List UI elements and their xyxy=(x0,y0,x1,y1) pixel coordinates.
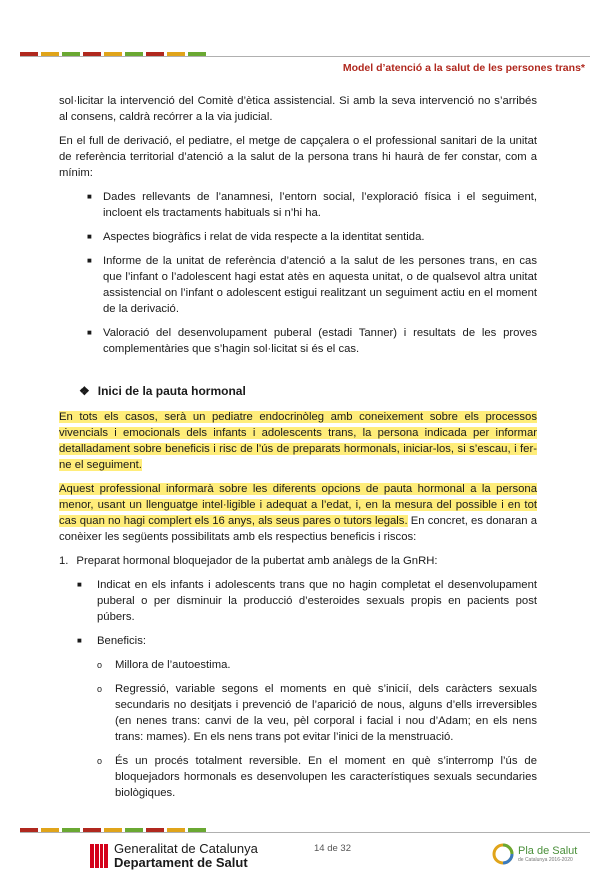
pla-salut-icon xyxy=(492,843,514,865)
numbered-item xyxy=(59,553,537,569)
pla-salut-logo xyxy=(492,843,577,865)
benefits-list xyxy=(97,657,537,801)
plan-name: Pla de Salut xyxy=(518,844,578,857)
list-item: ■ Informe de la unitat de referència d’atenció a la salut de les persones trans, en cas que l’infant o l’adolescent hagi estat atès en aquesta unitat, o de qualsevol altra unitat assistencial on l’infant o adolescent estigui realitzant un seguiment actiu en el moment de la derivació. xyxy=(87,255,537,315)
list-item: ■ Aspectes biogràfics i relat de vida respecte a la identitat sentida. xyxy=(87,231,425,243)
paragraph-2: En el full de derivació, el pediatre, el metge de capçalera o el professional sanitari de la unitat de referència territorial d’atenció a la salut de la persona trans hi haurà de fer constar, com a mínim: xyxy=(59,135,537,179)
paragraph-1: sol·licitar la intervenció del Comitè d’ètica assistencial. Si amb la seva intervenció no s’arribés al consens, caldrà recórrer a la via judicial. xyxy=(59,95,537,123)
header-divider xyxy=(20,56,590,57)
list-item: o És un procés totalment reversible. En el moment en què s’interromp l’ús de bloquejadors hormonals es desenvolupen les característiques sexuals secundaries biològiques. xyxy=(97,755,537,799)
diamond-bullet-icon: ❖ xyxy=(79,384,90,398)
square-bullet-icon: ■ xyxy=(87,192,92,201)
square-bullet-icon: ■ xyxy=(77,580,82,589)
page-content xyxy=(59,93,537,809)
paragraph-3: Aquest professional informarà sobre les diferents opcions de pauta hormonal a la persona menor, usant un llenguatge intel·ligible i adequat a l’edat, i, en la mesura del possible i en tot cas quan no hagi complert els 16 anys, als seus pares o tutors legals. En concret, es donaran a conèixer les següents possibilitats amb els respectius beneficis i riscos: xyxy=(59,483,538,543)
item-number: 1. xyxy=(59,555,69,567)
list-item: o Millora de l’autoestima. xyxy=(97,659,231,671)
org-name: Generalitat de Catalunya xyxy=(114,841,258,856)
square-bullet-icon: ■ xyxy=(77,636,82,645)
square-bullet-icon: ■ xyxy=(87,232,92,241)
list-item: ■ Valoració del desenvolupament puberal (estadi Tanner) i resultats de les proves complementàries que s’hagin sol·licitat si és el cas. xyxy=(87,327,537,355)
highlight-text: Aquest professional informarà sobre les diferents opcions de pauta hormonal a la persona menor, usant un llenguatge intel·ligible i adequat a l’edat, i, en la mesura del possible i en tot cas quan no hagi complert els 16 anys, als seus pares o tutors legals. xyxy=(59,483,537,527)
circle-bullet-icon: o xyxy=(97,660,103,670)
document-title: Model d’atenció a la salut de les persones trans* xyxy=(342,62,585,74)
highlight-text: En tots els casos, serà un pediatre endocrinòleg amb coneixement sobre els processos vivencials i emocionals dels infants i adolescents trans, la persona indicada per informar detalladament sobre beneficis i risc de l’ús de preparats hormonals, iniciar-los, si s’escau, i fer-ne el seguiment. xyxy=(59,411,537,471)
list-item: o Regressió, variable segons el moments en què s’inicií, dels caràcters sexuals secundaris no desitjats i prevenció de l’aparició de nous, alguns d’ells irreversibles (en nenes trans: canvi de la veu, pèl corporal i facial i nou d’Adam; en els nens trans: mames). En els nens trans pot evitar l’inici de la menstruació. xyxy=(97,683,537,743)
section-heading: ❖ Inici de la pauta hormonal xyxy=(79,384,246,398)
circle-bullet-icon: o xyxy=(97,684,103,694)
department-name: Departament de Salut xyxy=(114,855,248,870)
item-text: Preparat hormonal bloquejador de la pubertat amb anàlegs de la GnRH: xyxy=(76,555,438,567)
derivation-requirements-list xyxy=(59,189,537,357)
list-item: ■ Beneficis: o Millora de l’autoestima. o Regressió, variable segons el moments en què s’inicií, dels caràcters sexuals secundaris no desitjats i prevenció de l’aparició de nous, alguns d’ells irreversibles (en nenes trans: canvi de la veu, pèl corporal i facial i nou d’Adam; en els nens trans: mames). En els nens trans pot evitar l’inici de la menstruació. o És un procés totalment reversible. En el moment en què s’interromp l’ús de bloquejadors hormonals es desenvolupen les característiques sexuals secundaries biològiques. xyxy=(77,635,537,799)
plan-subtitle: de Catalunya 2016-2020 xyxy=(518,856,573,863)
list-item: ■ Dades rellevants de l’anamnesi, l’entorn social, l’exploració física i el seguiment, incloent els tractaments habituals si n’hi ha. xyxy=(87,191,537,219)
square-bullet-icon: ■ xyxy=(87,328,92,337)
page-number: 14 de 32 xyxy=(314,843,351,854)
highlighted-paragraph xyxy=(59,409,537,473)
square-bullet-icon: ■ xyxy=(87,256,92,265)
bloquejador-details-list xyxy=(59,577,537,801)
list-item: ■ Indicat en els infants i adolescents trans que no hagin completat el desenvolupament puberal o per disminuir la producció d’esteroides sexuals propis en pacients post púbers. xyxy=(77,579,537,623)
footer-divider xyxy=(20,832,590,833)
senyera-icon xyxy=(90,844,108,868)
circle-bullet-icon: o xyxy=(97,756,103,766)
generalitat-logo xyxy=(90,842,258,870)
